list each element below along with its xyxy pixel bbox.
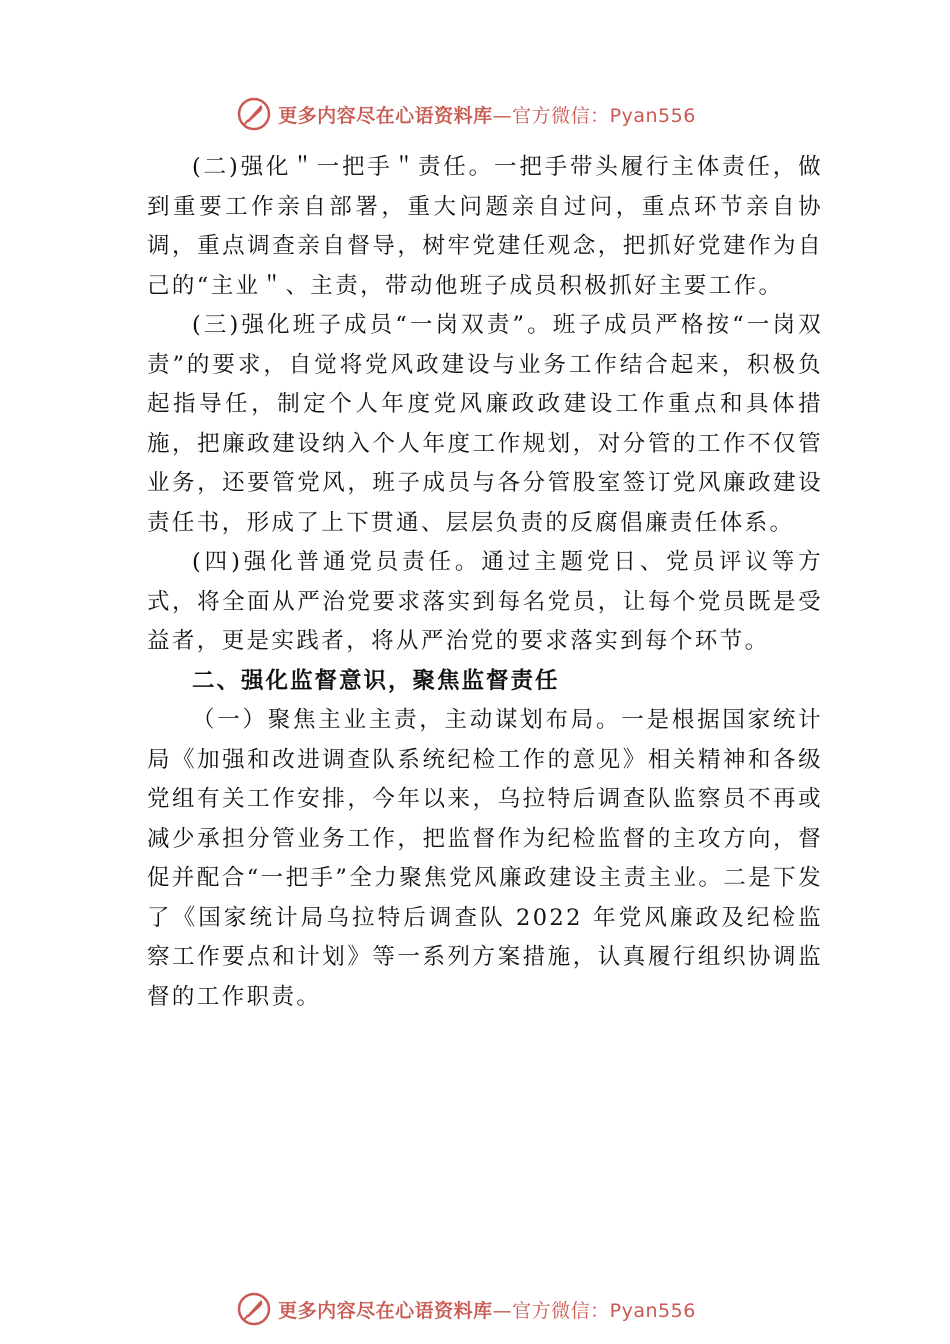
paragraph-lead: （一）聚焦主业主责，主动谋划布局。 bbox=[192, 707, 622, 733]
paragraph-4 bbox=[147, 543, 823, 662]
quill-logo-icon bbox=[236, 96, 272, 132]
watermark-text: 更多内容尽在心语资料库—官方微信：Pyan556 bbox=[278, 1299, 696, 1322]
watermark-text: 更多内容尽在心语资料库—官方微信：Pyan556 bbox=[278, 104, 696, 127]
document-body bbox=[147, 148, 823, 1017]
paragraph-lead: (三)强化班子成员“一岗双责”。 bbox=[192, 312, 553, 338]
paragraph-text: 一把手带头履行主体责任，做到重要工作亲自部署，重大问题亲自过问，重点环节亲自协调，重点调查亲自督导，树牢党建任观念，把抓好党建作为自己的“主业＂、主责，带动他班子成员积极抓好主要工作。 bbox=[147, 154, 823, 299]
section-paragraph-1 bbox=[147, 701, 823, 1017]
paragraph-text: 一是根据国家统计局《加强和改进调查队系统纪检工作的意见》相关精神和各级党组有关工作安排，今年以来，乌拉特后调查队监察员不再或减少承担分管业务工作，把监督作为纪检监督的主攻方向，督促并配合“一把手”全力聚焦党风廉政建设主责主业。二是下发了《国家统计局乌拉特后调查队 2022 年党风廉政及纪检监察工作要点和计划》等一系列方案措施，认真履行组织协调监督的工作职责。 bbox=[147, 707, 823, 1010]
paragraph-lead: (二)强化＂一把手＂责任。 bbox=[192, 154, 494, 180]
watermark-header bbox=[0, 94, 950, 134]
paragraph-lead: (四)强化普通党员责任。 bbox=[192, 549, 482, 575]
paragraph-3 bbox=[147, 306, 823, 543]
watermark-footer bbox=[0, 1289, 950, 1329]
section-heading: 二、强化监督意识，聚焦监督责任 bbox=[192, 667, 560, 694]
paragraph-text: 通过主题党日、党员评议等方式，将全面从严治党要求落实到每名党员，让每个党员既是受益者，更是实践者，将从严治党的要求落实到每个环节。 bbox=[147, 549, 823, 654]
quill-logo-icon bbox=[236, 1291, 272, 1327]
paragraph-2 bbox=[147, 148, 823, 306]
paragraph-text: 班子成员严格按“一岗双责”的要求，自觉将党风政建设与业务工作结合起来，积极负起指导任，制定个人年度党风廉政政建设工作重点和具体措施，把廉政建设纳入个人年度工作规划，对分管的工作不仅管业务，还要管党风，班子成员与各分管股室签订党风廉政建设责任书，形成了上下贯通、层层负责的反腐倡廉责任体系。 bbox=[147, 312, 823, 536]
